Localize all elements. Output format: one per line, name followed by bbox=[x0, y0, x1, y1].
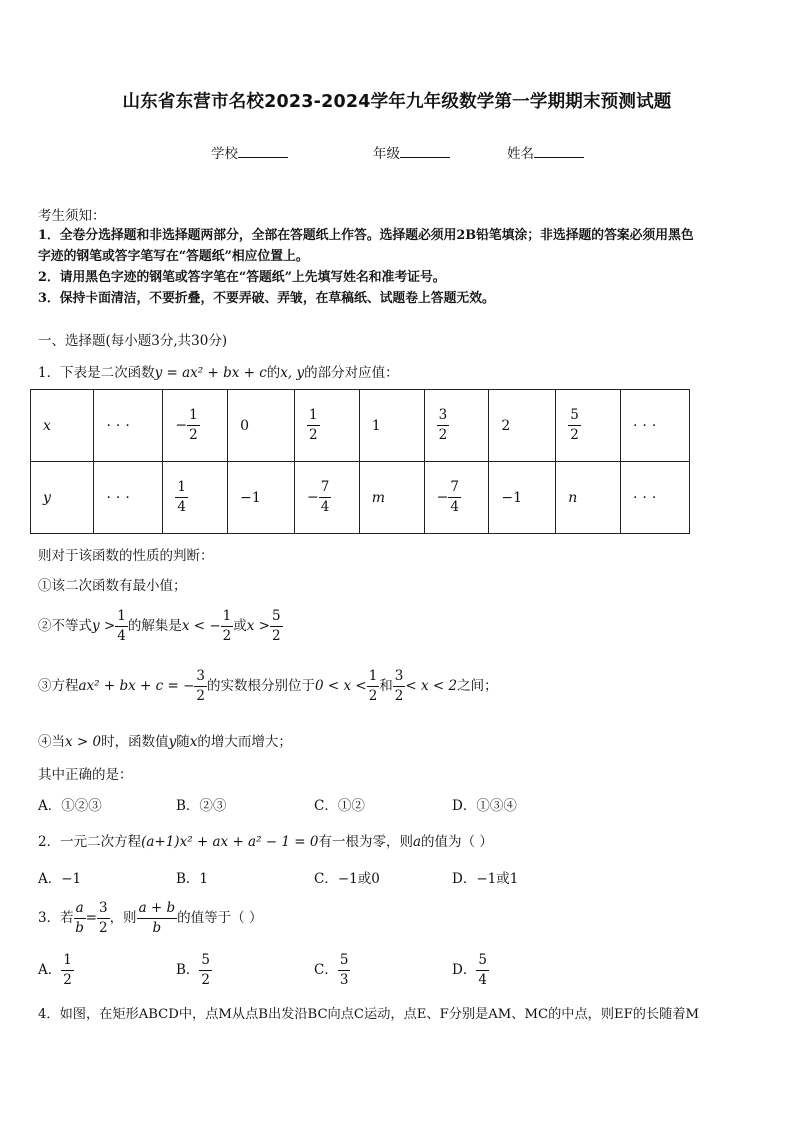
notice-item-1-cont: 字迹的钢笔或答字笔写在“答题纸”相应位置上。 bbox=[38, 249, 309, 264]
question-2-stem: 2．一元二次方程(a+1)x² + ax + a² − 1 = 0有一根为零，则a的值为（ ） bbox=[38, 834, 493, 850]
q1-statement-4: ④当x > 0时，函数值y随x的增大而增大； bbox=[38, 734, 292, 750]
q2-option-b[interactable]: B．1 bbox=[176, 871, 209, 887]
school-field bbox=[211, 142, 288, 162]
q1-statement-1: ①该二次函数有最小值； bbox=[38, 578, 187, 594]
name-field bbox=[507, 142, 584, 162]
q1-statement-2: ②不等式y > $\frac{1}{4}$ 的解集是x < − $\frac{1}{2}$ 或x > $\frac{5}{2}$ bbox=[38, 608, 281, 644]
y-cell: m bbox=[359, 462, 424, 534]
y-cell: $\frac{1}{4}$ bbox=[163, 462, 228, 534]
ellipsis-cell: ··· bbox=[620, 390, 689, 462]
x-cell: − $\frac{1}{2}$ bbox=[163, 390, 228, 462]
question-1-stem bbox=[38, 361, 399, 381]
q2-option-d[interactable]: D．−1或1 bbox=[452, 871, 519, 887]
q1-option-b[interactable]: B．②③ bbox=[176, 798, 227, 814]
y-cell: − $\frac{7}{4}$ bbox=[424, 462, 489, 534]
table-row-y bbox=[31, 462, 690, 534]
q3-option-a[interactable]: A． $\frac{1}{2}$ bbox=[38, 952, 72, 988]
grade-blank[interactable] bbox=[400, 143, 450, 158]
value-table bbox=[30, 389, 690, 534]
grade-label: 年级 bbox=[373, 146, 400, 162]
x-cell: $\frac{3}{2}$ bbox=[424, 390, 489, 462]
y-cell: n bbox=[556, 462, 621, 534]
q1-option-a[interactable]: A．①②③ bbox=[38, 798, 102, 814]
y-header: y bbox=[31, 462, 94, 534]
q1-statement-3: ③方程ax² + bx + c = − $\frac{3}{2}$ 的实数根分别位于0 < x < $\frac{1}{2}$ 和 $\frac{3}{2}$ < x < 2之间； bbox=[38, 668, 498, 704]
q3-option-b[interactable]: B． $\frac{5}{2}$ bbox=[176, 952, 211, 988]
q1-which: 其中正确的是： bbox=[38, 767, 133, 783]
q1-function: y = ax² + bx + c bbox=[154, 365, 267, 381]
notice-heading: 考生须知： bbox=[38, 208, 106, 224]
x-cell: 0 bbox=[228, 390, 295, 462]
notice-item-2: 2．请用黑色字迹的钢笔或答字笔在“答题纸”上先填写姓名和准考证号。 bbox=[38, 270, 446, 285]
x-header: x bbox=[31, 390, 94, 462]
x-cell: $\frac{5}{2}$ bbox=[556, 390, 621, 462]
y-cell: −1 bbox=[489, 462, 556, 534]
x-cell: 1 bbox=[359, 390, 424, 462]
school-label: 学校 bbox=[211, 146, 238, 162]
notice-item-3: 3．保持卡面清洁，不要折叠，不要弄破、弄皱，在草稿纸、试题卷上答题无效。 bbox=[38, 291, 495, 306]
y-cell: −1 bbox=[228, 462, 295, 534]
q3-option-d[interactable]: D． $\frac{5}{4}$ bbox=[452, 952, 487, 988]
q1-stem-c: 的部分对应值： bbox=[304, 365, 399, 381]
name-blank[interactable] bbox=[534, 143, 584, 158]
ellipsis-cell: ··· bbox=[94, 462, 163, 534]
ellipsis-cell: ··· bbox=[94, 390, 163, 462]
school-blank[interactable] bbox=[238, 143, 288, 158]
notice-item-1: 1．全卷分选择题和非选择题两部分，全部在答题纸上作答。选择题必须用2B铅笔填涂；非选择题的答案必须用黑色 bbox=[38, 228, 694, 243]
ellipsis-cell: ··· bbox=[620, 462, 689, 534]
q1-stem-a: 1．下表是二次函数 bbox=[38, 365, 155, 381]
page-title: 山东省东营市名校2023-2024学年九年级数学第一学期期末预测试题 bbox=[122, 92, 672, 112]
q1-stem-b: 的 bbox=[266, 365, 281, 381]
q2-option-a[interactable]: A．−1 bbox=[38, 871, 82, 887]
q1-judge-text: 则对于该函数的性质的判断： bbox=[38, 548, 214, 564]
name-label: 姓名 bbox=[507, 146, 534, 162]
grade-field bbox=[373, 142, 450, 162]
q1-option-c[interactable]: C．①② bbox=[314, 798, 365, 814]
q1-option-d[interactable]: D．①③④ bbox=[452, 798, 517, 814]
q2-option-c[interactable]: C．−1或0 bbox=[314, 871, 380, 887]
x-cell: 2 bbox=[489, 390, 556, 462]
section-heading: 一、选择题(每小题3分,共30分) bbox=[38, 333, 228, 349]
q3-option-c[interactable]: C． $\frac{5}{3}$ bbox=[314, 952, 349, 988]
table-row-x bbox=[31, 390, 690, 462]
y-cell: − $\frac{7}{4}$ bbox=[295, 462, 360, 534]
x-cell: $\frac{1}{2}$ bbox=[295, 390, 360, 462]
q1-xy: x, y bbox=[280, 365, 305, 381]
question-4-stem: 4．如图，在矩形ABCD中，点M从点B出发沿BC向点C运动，点E、F分别是AM、MC的中点，则EF的长随着M bbox=[38, 1007, 700, 1022]
question-3-stem: 3．若 $\frac{a}{b}$ = $\frac{3}{2}$ ，则 $\frac{a + b}{b}$ 的值等于（ ） bbox=[38, 900, 263, 936]
